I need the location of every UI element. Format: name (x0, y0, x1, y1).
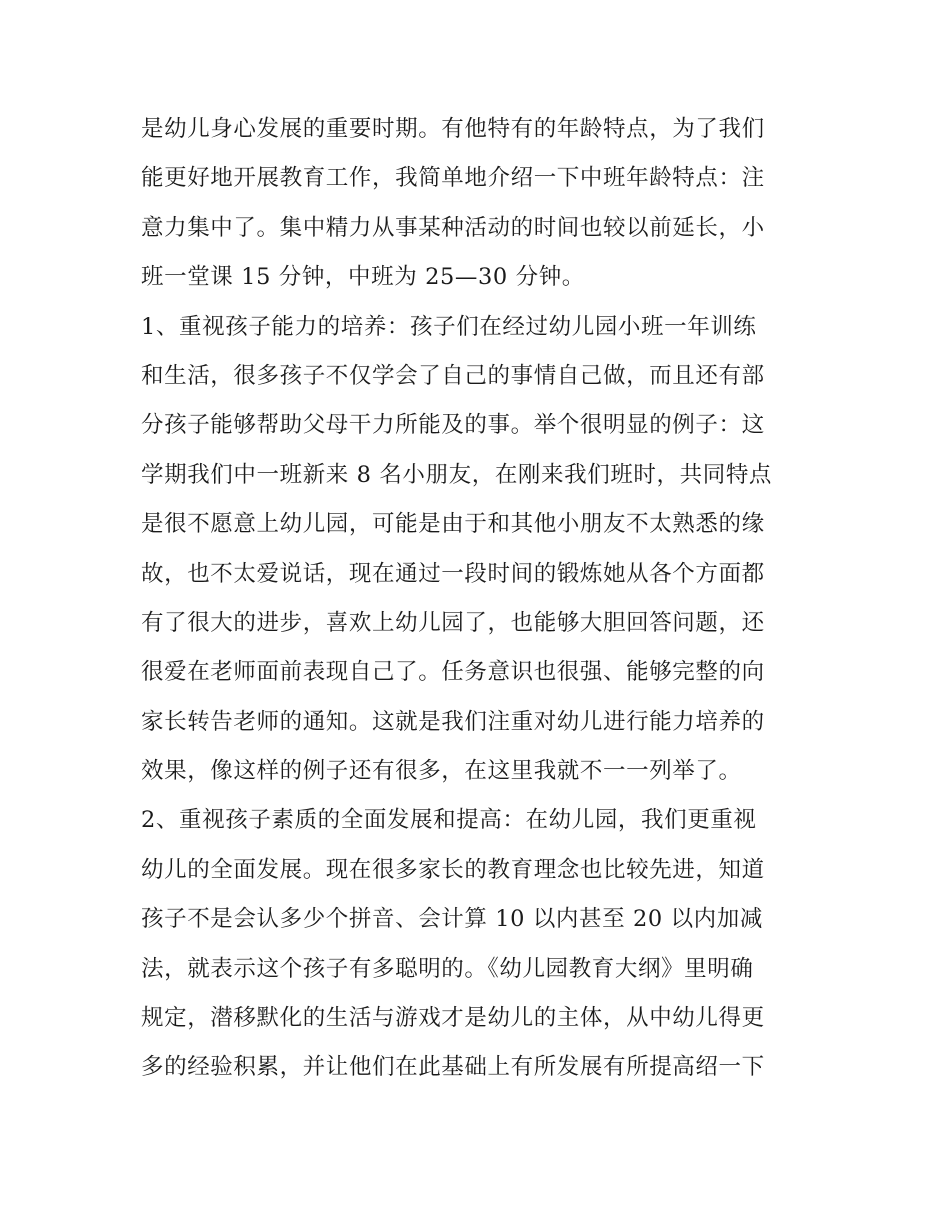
text-line: 幼儿的全面发展。现在很多家长的教育理念也比较先进，知道 (141, 856, 765, 883)
text-line: 有了很大的进步，喜欢上幼儿园了，也能够大胆回答问题，还 (141, 609, 765, 636)
text-line: 故，也不太爱说话，现在通过一段时间的锻炼她从各个方面都 (141, 560, 765, 587)
text-line: 孩子不是会认多少个拼音、会计算 10 以内甚至 20 以内加减 (141, 906, 763, 933)
text-line: 是幼儿身心发展的重要时期。有他特有的年龄特点，为了我们 (141, 116, 765, 142)
text-line: 很爱在老师面前表现自己了。任务意识也很强、能够完整的向 (141, 659, 765, 686)
text-line: 班一堂课 15 分钟，中班为 25—30 分钟。 (141, 264, 585, 291)
text-line: 意力集中了。集中精力从事某种活动的时间也较以前延长，小 (141, 214, 765, 241)
text-line: 分孩子能够帮助父母干力所能及的事。举个很明显的例子：这 (141, 412, 765, 439)
text-line: 效果，像这样的例子还有很多，在这里我就不一一列举了。 (141, 758, 742, 785)
text-line: 能更好地开展教育工作，我简单地介绍一下中班年龄特点：注 (141, 165, 765, 192)
text-line: 是很不愿意上幼儿园，可能是由于和其他小朋友不太熟悉的缘 (141, 511, 765, 538)
text-line: 2、重视孩子素质的全面发展和提高：在幼儿园，我们更重视 (141, 807, 757, 834)
body-text (141, 110, 821, 1098)
text-line: 和生活，很多孩子不仅学会了自己的事情自己做，而且还有部 (141, 362, 765, 389)
text-line: 学期我们中一班新来 8 名小朋友，在刚来我们班时，共同特点 (141, 461, 773, 488)
text-line: 家长转告老师的通知。这就是我们注重对幼儿进行能力培养的 (141, 708, 765, 735)
text-line: 1、重视孩子能力的培养：孩子们在经过幼儿园小班一年训练 (141, 313, 757, 340)
text-line: 规定，潜移默化的生活与游戏才是幼儿的主体，从中幼儿得更 (141, 1005, 765, 1032)
text-line: 法，就表示这个孩子有多聪明的。《幼儿园教育大纲》里明确 (141, 955, 754, 982)
text-line: 多的经验积累，并让他们在此基础上有所发展有所提高绍一下 (141, 1054, 765, 1081)
